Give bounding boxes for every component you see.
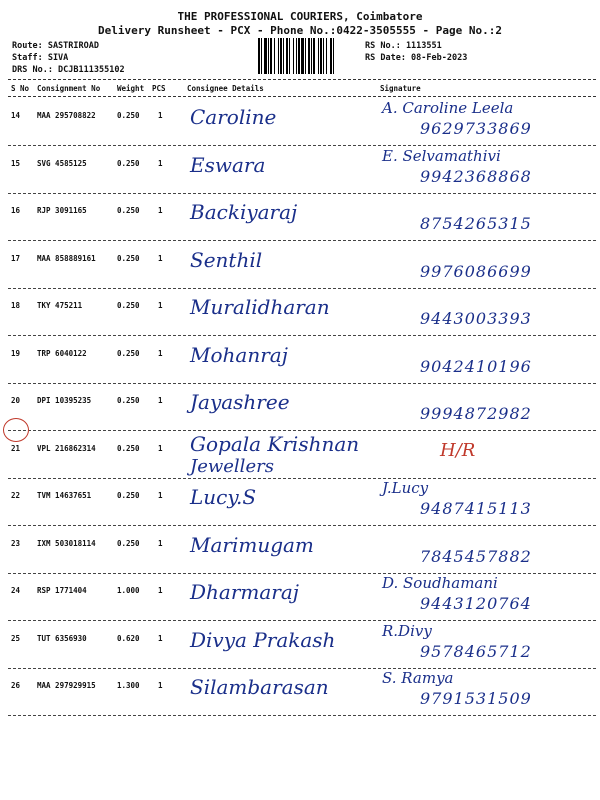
- table-row: [0, 240, 600, 289]
- table-row: [0, 667, 600, 716]
- company-title: THE PROFESSIONAL COURIERS, Coimbatore: [177, 10, 423, 23]
- row-consignee-name: Backiyaraj: [190, 200, 298, 224]
- row-weight: 0.250: [117, 206, 140, 215]
- row-weight: 0.250: [117, 158, 140, 168]
- row-weight: 0.250: [117, 253, 140, 263]
- col-weight: Weight: [117, 84, 145, 93]
- row-pcs: 1: [158, 491, 163, 500]
- row-consignee-name-line2: Jewellers: [190, 455, 274, 477]
- row-consignment-no: IXM 503018114: [37, 538, 96, 548]
- row-pcs: 1: [158, 633, 163, 643]
- row-weight: 0.250: [117, 348, 140, 358]
- row-sno: 21: [11, 443, 21, 453]
- col-signature: Signature: [380, 84, 421, 93]
- row-signature-phone: 9994872982: [420, 404, 532, 423]
- row-consignee-name: Marimugam: [190, 532, 314, 557]
- row-consignee-name: Caroline: [190, 105, 277, 129]
- row-sno: 15: [11, 158, 21, 168]
- row-pcs: 1: [158, 396, 163, 405]
- row-consignment-no: DPI 10395235: [37, 396, 92, 405]
- row-pcs: 1: [158, 538, 163, 548]
- row-signature-phone: 9042410196: [420, 356, 532, 376]
- row-sno: 16: [11, 206, 21, 215]
- row-consignment-no: MAA 295708822: [37, 111, 96, 120]
- row-signature: E. Selvamathivi: [382, 146, 501, 165]
- row-consignment-no: SVG 4585125: [37, 158, 87, 168]
- row-consignment-no: TKY 475211: [37, 301, 83, 310]
- row-sno: 18: [11, 301, 21, 310]
- row-sno: 23: [11, 538, 21, 548]
- row-signature-phone: 9942368868: [420, 166, 532, 186]
- row-signature-phone: 9487415113: [420, 499, 532, 518]
- row-signature-phone: 9629733869: [420, 119, 532, 138]
- row-consignee-name: Silambarasan: [190, 675, 329, 699]
- row-pcs: 1: [158, 253, 163, 263]
- row-21-circle-mark: [3, 418, 29, 442]
- row-consignee-name: Lucy.S: [190, 485, 257, 509]
- row-consignment-no: VPL 216862314: [37, 443, 96, 453]
- col-sno: S No: [11, 84, 30, 93]
- row-sno: 24: [11, 586, 21, 595]
- table-row: [0, 335, 600, 384]
- table-row: [0, 145, 600, 194]
- row-pcs: 1: [158, 206, 163, 215]
- table-row: [0, 525, 600, 574]
- row-signature-phone: 9791531509: [420, 689, 532, 708]
- route-label: Route: SASTRIROAD: [12, 41, 99, 51]
- row-consignment-no: RJP 3091165: [37, 206, 87, 215]
- row-sno: 26: [11, 681, 21, 690]
- row-signature: R.Divy: [382, 621, 432, 640]
- row-status-mark: H/R: [440, 439, 476, 461]
- drs-label: DRS No.: DCJB111355102: [12, 65, 125, 75]
- row-signature-phone: 9443120764: [420, 594, 532, 613]
- staff-label: Staff: SIVA: [12, 53, 69, 63]
- row-consignee-name: Muralidharan: [190, 295, 330, 319]
- table-row: [0, 477, 600, 526]
- table-row: [0, 572, 600, 621]
- row-consignee-name: Divya Prakash: [190, 627, 336, 652]
- row-sno: 17: [11, 253, 21, 263]
- row-sno: 25: [11, 633, 21, 643]
- row-pcs: 1: [158, 443, 163, 453]
- table-row: [0, 287, 600, 336]
- rs-date-label: RS Date: 08-Feb-2023: [365, 53, 468, 63]
- row-weight: 0.620: [117, 633, 140, 643]
- row-pcs: 1: [158, 301, 163, 310]
- row-pcs: 1: [158, 586, 163, 595]
- row-pcs: 1: [158, 681, 163, 690]
- row-weight: 1.000: [117, 586, 140, 595]
- row-consignment-no: TRP 6040122: [37, 348, 87, 358]
- barcode: [258, 38, 362, 74]
- row-signature-phone: 8754265315: [420, 214, 532, 233]
- row-consignee-name: Jayashree: [190, 390, 290, 414]
- row-signature: S. Ramya: [382, 669, 454, 687]
- row-consignee-name: Dharmaraj: [190, 580, 299, 604]
- header-divider: [8, 79, 596, 80]
- row-weight: 1.300: [117, 681, 140, 690]
- row-sno: 14: [11, 111, 21, 120]
- row-consignment-no: RSP 1771404: [37, 586, 87, 595]
- row-consignment-no: TVM 14637651: [37, 491, 92, 500]
- row-weight: 0.250: [117, 538, 140, 548]
- col-consignee: Consignee Details: [187, 84, 264, 93]
- table-row: [0, 620, 600, 669]
- row-signature: J.Lucy: [382, 479, 429, 497]
- row-weight: 0.250: [117, 396, 140, 405]
- row-signature: D. Soudhamani: [382, 574, 498, 592]
- row-signature-phone: 7845457882: [420, 546, 532, 566]
- col-pcs: PCS: [152, 84, 166, 93]
- row-consignment-no: MAA 297929915: [37, 681, 96, 690]
- row-pcs: 1: [158, 348, 163, 358]
- row-signature-phone: 9443003393: [420, 309, 532, 328]
- row-weight: 0.250: [117, 491, 140, 500]
- row-signature: A. Caroline Leela: [382, 99, 514, 117]
- row-weight: 0.250: [117, 443, 140, 453]
- row-separator: [8, 715, 596, 716]
- row-weight: 0.250: [117, 111, 140, 120]
- row-consignment-no: MAA 858889161: [37, 253, 96, 263]
- row-signature-phone: 9578465712: [420, 641, 532, 661]
- row-consignee-name: Mohanraj: [190, 342, 288, 367]
- runsheet-title: Delivery Runsheet - PCX - Phone No.:0422-3505555 - Page No.:2: [98, 24, 502, 37]
- table-row: [0, 192, 600, 241]
- row-sno: 20: [11, 396, 21, 405]
- row-pcs: 1: [158, 111, 163, 120]
- row-consignee-name: Senthil: [190, 247, 263, 272]
- row-signature-phone: 9976086699: [420, 261, 532, 281]
- row-consignee-name: Eswara: [190, 152, 266, 177]
- rs-no-label: RS No.: 1113551: [365, 41, 442, 51]
- table-row: [0, 97, 600, 146]
- col-consignment: Consignment No: [37, 84, 101, 93]
- table-row: [0, 382, 600, 431]
- row-consignment-no: TUT 6356930: [37, 633, 87, 643]
- table-row: [0, 430, 600, 479]
- row-weight: 0.250: [117, 301, 140, 310]
- row-sno: 19: [11, 348, 21, 358]
- row-pcs: 1: [158, 158, 163, 168]
- row-sno: 22: [11, 491, 21, 500]
- row-consignee-name: Gopala Krishnan: [190, 431, 360, 456]
